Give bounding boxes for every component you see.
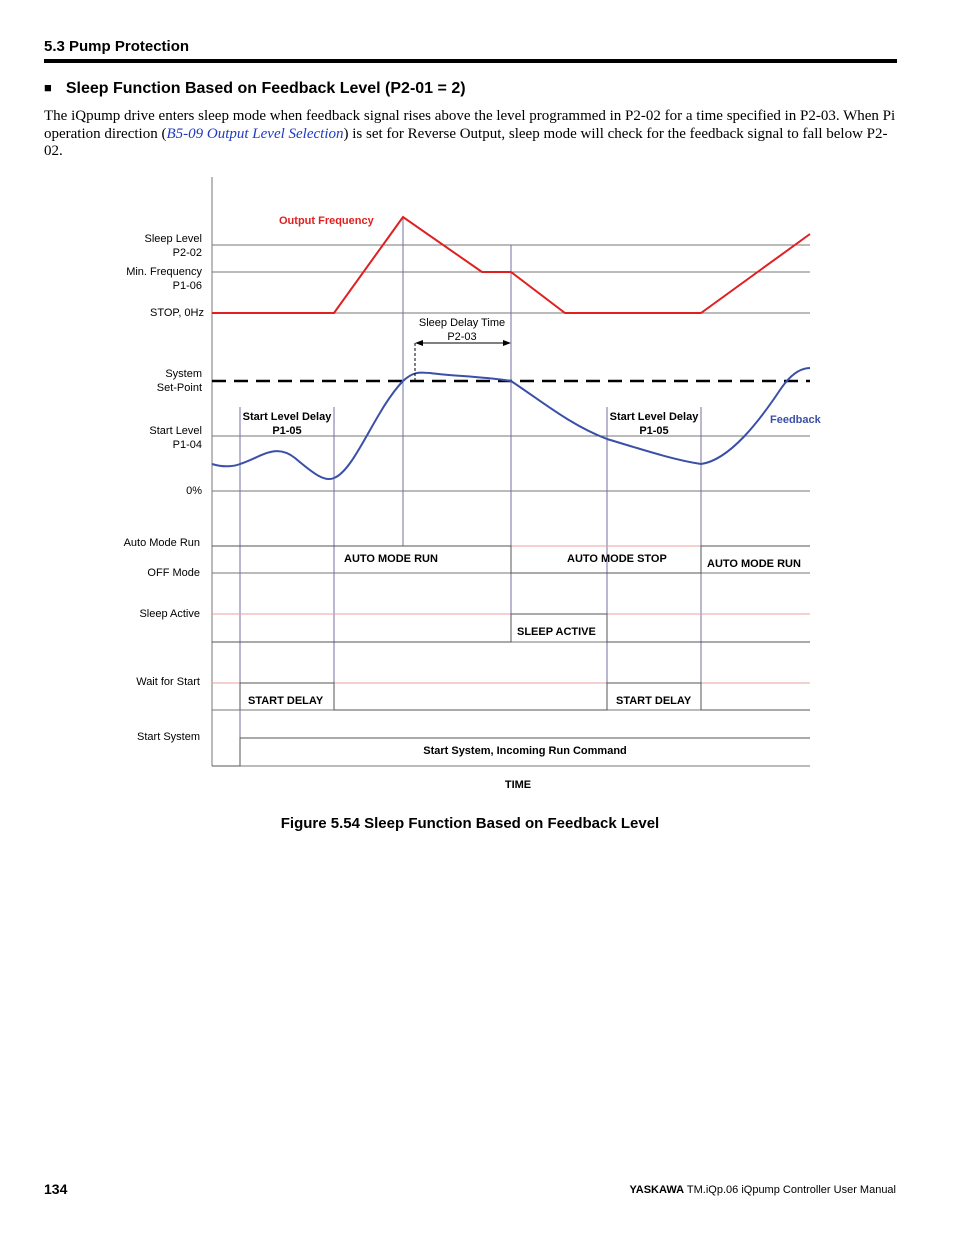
y-axis-labels: [124, 233, 204, 743]
label-system: System: [165, 368, 202, 380]
p2-03-label: P2-03: [447, 331, 477, 343]
label-sleep-active: Sleep Active: [139, 608, 200, 620]
header-rule: [44, 59, 897, 63]
start-level-delay-labels: [243, 411, 700, 437]
label-p1-06: P1-06: [172, 280, 202, 292]
p1-05-label-2: P1-05: [639, 425, 669, 437]
footer-brand: YASKAWA: [629, 1184, 685, 1196]
label-zero-pct: 0%: [186, 485, 202, 497]
state-sleep-active: SLEEP ACTIVE: [517, 626, 596, 638]
state-labels: [248, 553, 801, 757]
start-level-delay-label-1: Start Level Delay: [242, 411, 332, 423]
label-stop-0hz: STOP, 0Hz: [149, 307, 204, 319]
paragraph-part2: ) is set for Reverse Output, sleep mode will check for the feedback signal to fall below P2-02.: [44, 125, 888, 159]
state-auto-mode-run-1: AUTO MODE RUN: [344, 553, 438, 565]
label-p1-04: P1-04: [172, 439, 202, 451]
page-number: 134: [44, 1181, 68, 1197]
label-auto-mode-run: Auto Mode Run: [123, 537, 200, 549]
footer-manual-text: TM.iQp.06 iQpump Controller User Manual: [684, 1184, 896, 1196]
state-start-delay-1: START DELAY: [248, 695, 324, 707]
output-frequency-legend: Output Frequency: [279, 215, 374, 227]
section-header: 5.3 Pump Protection: [44, 38, 190, 55]
sleep-delay-time-label: Sleep Delay Time: [418, 317, 506, 329]
label-off-mode: OFF Mode: [147, 567, 200, 579]
label-min-frequency: Min. Frequency: [126, 266, 202, 278]
label-start-level: Start Level: [149, 425, 202, 437]
sleep-delay-annotation: [415, 317, 511, 381]
state-start-system: Start System, Incoming Run Command: [423, 745, 627, 757]
state-start-delay-2: START DELAY: [616, 695, 692, 707]
paragraph-part1: The iQpump drive enters sleep mode when feedback signal rises above the level programmed in P2-02 for a time specified in P2-03. When Pi operation direction (: [44, 108, 896, 142]
body-paragraph: [44, 108, 900, 161]
feedback-legend: Feedback: [770, 414, 821, 426]
timing-diagram: [110, 170, 830, 800]
bullet-icon: ■: [44, 80, 52, 95]
subheading-text: Sleep Function Based on Feedback Level (P2-01 = 2): [65, 80, 466, 97]
start-level-delay-label-2: Start Level Delay: [609, 411, 699, 423]
state-auto-mode-run-2: AUTO MODE RUN: [707, 558, 801, 570]
figure-caption: Figure 5.54 Sleep Function Based on Feedback Level: [280, 815, 660, 832]
cross-reference-link[interactable]: B5-09 Output Level Selection: [166, 125, 344, 142]
label-wait-for-start: Wait for Start: [136, 676, 200, 688]
label-set-point: Set-Point: [156, 382, 202, 394]
p1-05-label-1: P1-05: [272, 425, 302, 437]
time-axis-label: TIME: [504, 779, 532, 791]
label-sleep-level: Sleep Level: [144, 233, 202, 245]
label-start-system: Start System: [137, 731, 200, 743]
state-auto-mode-stop: AUTO MODE STOP: [567, 553, 667, 565]
footer-manual-title: [629, 1184, 896, 1196]
label-p2-02: P2-02: [172, 247, 202, 259]
subheading: [44, 80, 466, 98]
